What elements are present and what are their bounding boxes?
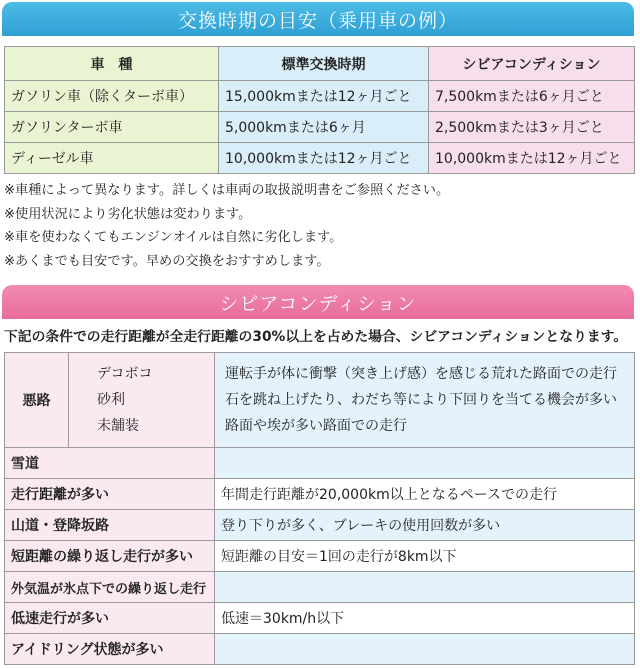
- severe-interval-cell: 2,500kmまたは3ヶ月ごと: [429, 112, 635, 143]
- section-title-replacement-interval: 交換時期の目安（乗用車の例）: [2, 2, 634, 36]
- severe-condition-table: [4, 352, 635, 665]
- condition-label: アイドリング状態が多い: [5, 634, 215, 665]
- condition-description: 低速＝30km/h以下: [215, 603, 635, 634]
- severe-condition-lead: 下記の条件での走行距離が全走行距離の30%以上を占めた場合、シビアコンディションとなります。: [4, 329, 628, 345]
- standard-interval-cell: 5,000kmまたは6ヶ月: [219, 112, 429, 143]
- condition-label: 雪道: [5, 448, 215, 479]
- standard-interval-cell: 10,000kmまたは12ヶ月ごと: [219, 143, 429, 174]
- subtype: 未舗装: [97, 418, 139, 434]
- table-row: [5, 112, 635, 143]
- condition-bad-road: 悪路: [5, 353, 69, 448]
- table-row: [5, 81, 635, 112]
- table-row: [5, 572, 635, 603]
- table-row: [5, 448, 635, 479]
- vehicle-type-cell: ディーゼル車: [5, 143, 219, 174]
- subtype: デコボコ: [97, 366, 153, 382]
- table-row: [5, 353, 635, 448]
- vehicle-type-cell: ガソリン車（除くターボ車）: [5, 81, 219, 112]
- table-row: [5, 510, 635, 541]
- condition-description: [215, 634, 635, 665]
- severe-interval-cell: 10,000kmまたは12ヶ月ごと: [429, 143, 635, 174]
- condition-description: 運転手が体に衝撃（突き上げ感）を感じる荒れた路面での走行石を跳ね上げたり、わだち等により下回りを当てる機会が多い路面や埃が多い路面での走行: [215, 353, 635, 448]
- condition-label: 低速走行が多い: [5, 603, 215, 634]
- condition-description: 登り下りが多く、ブレーキの使用回数が多い: [215, 510, 635, 541]
- subtype: 砂利: [97, 392, 125, 408]
- table-header-row: [5, 47, 635, 81]
- header-standard-interval: 標準交換時期: [219, 47, 429, 81]
- condition-description: 短距離の目安＝1回の走行が8km以下: [215, 541, 635, 572]
- header-vehicle-type: 車 種: [5, 47, 219, 81]
- bad-road-subtypes: [69, 353, 215, 448]
- table-row: [5, 634, 635, 665]
- note: ※あくまでも目安です。早めの交換をおすすめします。: [4, 253, 330, 269]
- condition-label: 外気温が氷点下での繰り返し走行: [5, 572, 215, 603]
- condition-description: [215, 448, 635, 479]
- note: ※使用状況により劣化状態は変わります。: [4, 206, 252, 222]
- table-row: [5, 603, 635, 634]
- note: ※車を使わなくてもエンジンオイルは自然に劣化します。: [4, 230, 343, 245]
- notes-list: [4, 179, 634, 273]
- table-row: [5, 541, 635, 572]
- severe-interval-cell: 7,500kmまたは6ヶ月ごと: [429, 81, 635, 112]
- section-title-severe-condition: シビアコンディション: [2, 285, 634, 319]
- table-row: [5, 143, 635, 174]
- note: ※車種によって異なります。詳しくは車両の取扱説明書をご参照ください。: [4, 183, 450, 198]
- condition-description: 年間走行距離が20,000km以上となるペースでの走行: [215, 479, 635, 510]
- condition-label: 山道・登降坂路: [5, 510, 215, 541]
- condition-description: [215, 572, 635, 603]
- header-severe-condition: シビアコンディション: [429, 47, 635, 81]
- standard-interval-cell: 15,000kmまたは12ヶ月ごと: [219, 81, 429, 112]
- vehicle-type-cell: ガソリンターボ車: [5, 112, 219, 143]
- condition-label: 走行距離が多い: [5, 479, 215, 510]
- table-row: [5, 479, 635, 510]
- replacement-interval-table: [4, 46, 635, 174]
- condition-label: 短距離の繰り返し走行が多い: [5, 541, 215, 572]
